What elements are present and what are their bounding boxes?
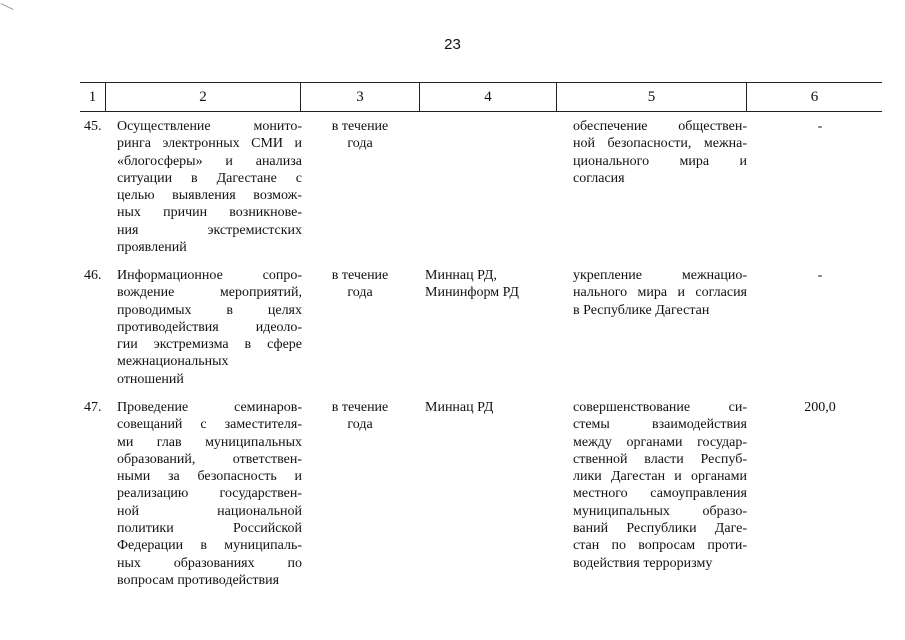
cell-line: ными за безопасность и [117,469,302,485]
cell-line: противодействия идеоло- [117,319,302,335]
page-number: 23 [444,36,461,53]
cell-line: Осуществление монито- [117,119,302,134]
cell-line: образований, ответствен- [117,451,302,467]
cell-line: в течение [331,400,389,415]
cell-line: ринга электронных СМИ и [117,136,302,152]
cell-line: водействия терроризму [573,555,713,571]
cell-line: ционального мира и [573,153,747,169]
expected-result [573,399,747,572]
cell-line: в Республике Дагестан [573,302,710,318]
cell-line: политики Российской [117,521,302,537]
row-number: 46. [84,268,102,283]
deadline [310,399,410,434]
cell-line: проявлений [117,240,187,256]
cell-line: Проведение семинаров- [117,400,302,415]
cell-line: Информационное сопро- [117,268,302,283]
cell-line: между органами государ- [573,434,747,450]
header-col-5: 5 [557,83,747,111]
cell-line: местного самоуправления [573,486,747,502]
row-number: 45. [84,119,102,134]
cell-line: Миннац РД [425,400,494,415]
cell-line: совещаний с заместителя- [117,417,302,433]
measure-description [117,399,302,589]
responsible [425,267,575,302]
cell-line: лики Дагестан и органами [573,469,747,485]
cell-line: ния экстремистских [117,222,302,238]
cell-line: ных образованиях по [117,555,302,571]
expected-result [573,267,747,319]
cell-line: ственной власти Респуб- [573,451,747,467]
row-number: 47. [84,400,102,415]
cell-line: межнациональных [117,354,229,370]
measure-description [117,118,302,256]
cell-line: проводимых в целях [117,302,302,318]
responsible [425,399,575,416]
cell-line: гии экстремизма в сфере [117,337,302,353]
deadline [310,118,410,153]
cell-line: целью выявления возмож- [117,188,302,204]
header-col-2: 2 [106,83,301,111]
cell-line: Мининформ РД [425,285,519,301]
cell-line: нального мира и согласия [573,285,747,301]
cell-line: в течение [331,119,389,134]
cell-line: согласия [573,170,625,186]
expected-result [573,118,747,187]
cell-line: укрепление межнацио- [573,268,747,283]
funding: 200,0 [804,400,836,415]
cell-line: вопросам противодействия [117,572,280,588]
cell-line: обеспечение обществен- [573,119,747,134]
cell-line: Федерации в муниципаль- [117,538,302,554]
cell-line: совершенствование си- [573,400,747,415]
funding: - [817,119,823,134]
header-col-1: 1 [80,83,106,111]
cell-line: Миннац РД, [425,268,497,283]
cell-line: ной безопасности, межна- [573,136,747,152]
cell-line: стан по вопросам проти- [573,538,747,554]
measure-description [117,267,302,388]
cell-line: ваний Республики Даге- [573,521,747,537]
cell-line: ми глав муниципальных [117,434,302,450]
table-header [80,82,882,112]
cell-line: ситуации в Дагестане с [117,170,302,186]
cell-line: ной национальной [117,503,302,519]
header-col-6: 6 [810,88,819,105]
cell-line: стемы взаимодействия [573,417,747,433]
scan-artifact [0,3,13,10]
header-col-3: 3 [301,83,420,111]
cell-line: вождение мероприятий, [117,285,302,301]
deadline [310,267,410,302]
cell-line: в течение [331,268,389,283]
cell-line: года [347,417,373,433]
cell-line: реализацию государствен- [117,486,302,502]
cell-line: ных причин возникнове- [117,205,302,221]
funding: - [817,268,823,283]
cell-line: отношений [117,371,184,387]
cell-line: «блогосферы» и анализа [117,153,302,169]
header-col-4: 4 [420,83,557,111]
cell-line: года [347,136,373,152]
cell-line: муниципальных образо- [573,503,747,519]
cell-line: года [347,285,373,301]
